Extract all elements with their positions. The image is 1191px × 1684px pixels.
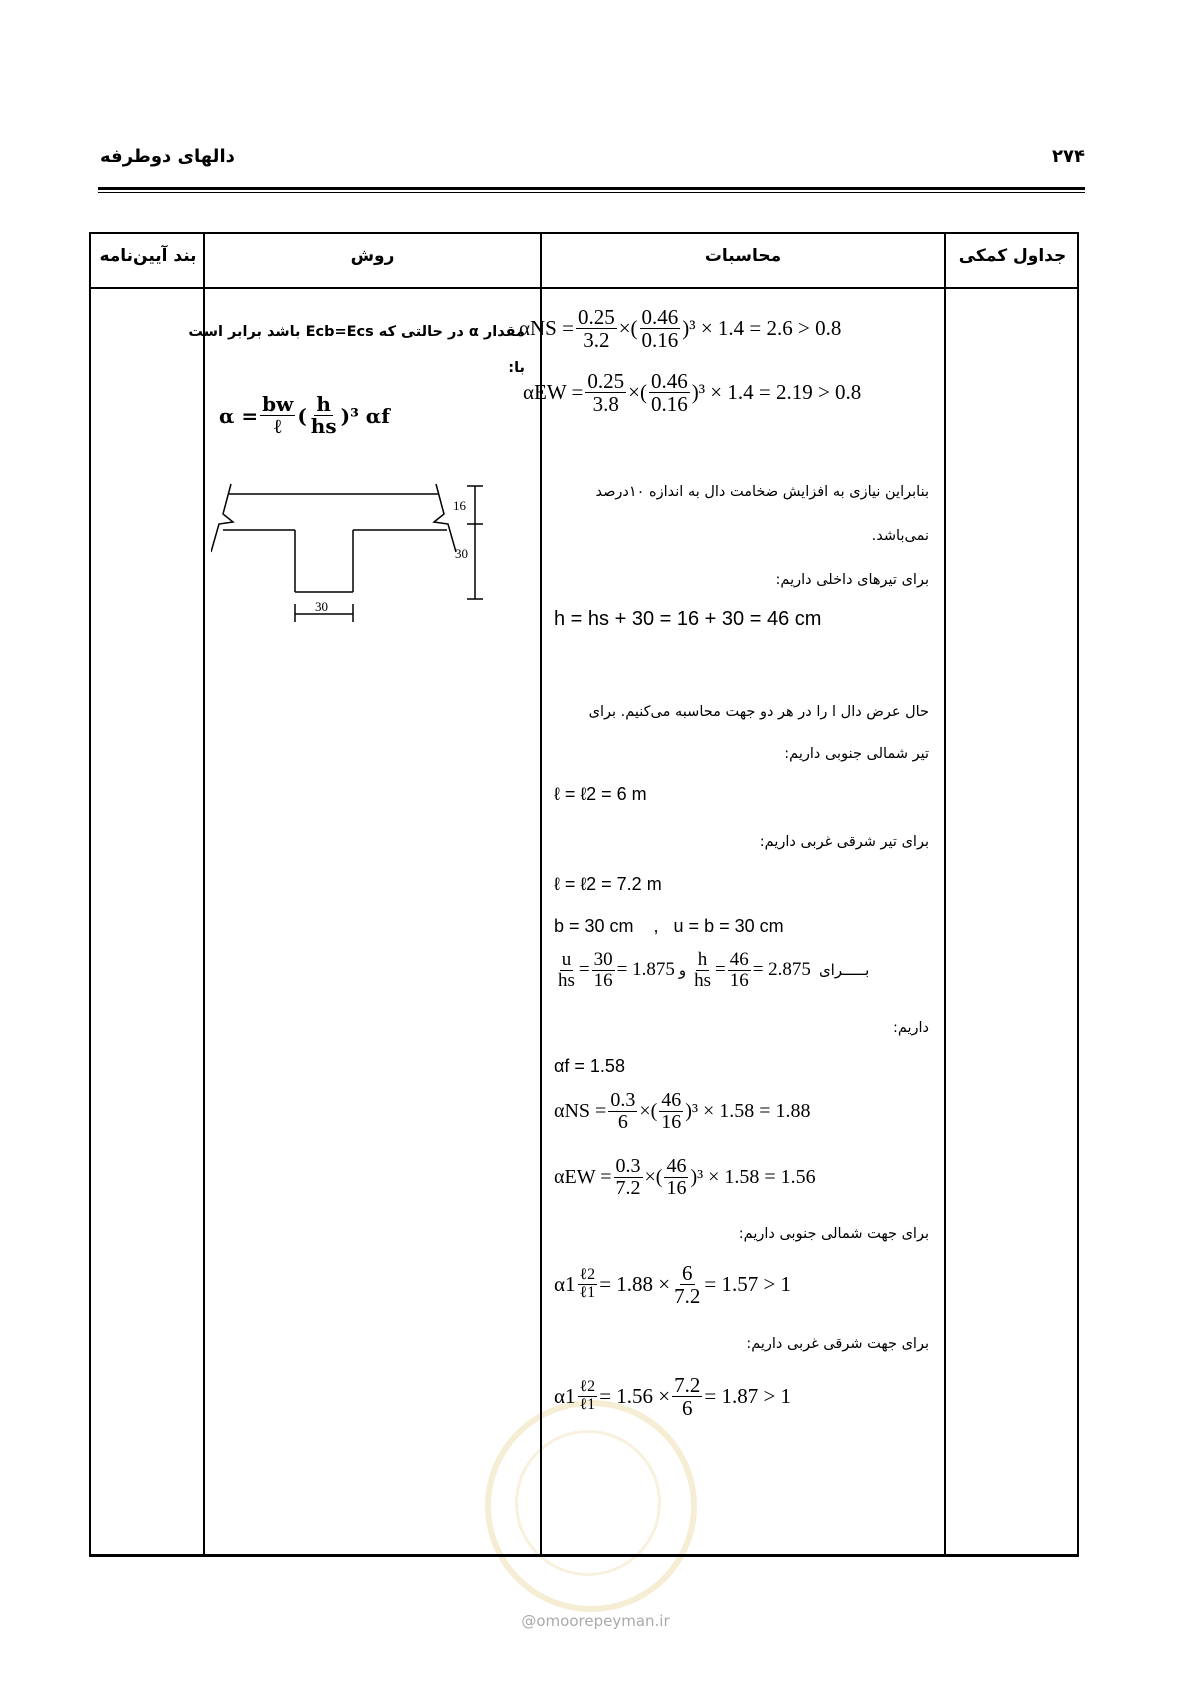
calc-text: نمی‌باشد. — [871, 528, 929, 544]
calc-text: داریم: — [892, 1020, 929, 1036]
equation-alpha-ns-2: αNS = $\frac{0.3}{6}$ ×( $\frac{46}{16}$ ) ³ × 1.58 = 1.88 — [554, 1089, 811, 1133]
dim-web-width: 30 — [315, 599, 328, 614]
col-header-code: بند آیین‌نامه — [99, 246, 197, 266]
content-table — [89, 232, 1079, 1557]
header-rule-thin — [98, 192, 1085, 193]
equation-alpha-f: αf = 1.58 — [554, 1056, 625, 1076]
calc-text: بنابراین نیازی به افزایش ضخامت دال به اندازه ۱۰درصد — [595, 484, 929, 500]
equation-alpha-ns: αNS = $\frac{0.25}{3.2}$ ×( $\frac{0.46}{0.16}$ ) ³ × 1.4 = 2.6 > 0.8 — [519, 305, 842, 353]
column-divider — [203, 234, 205, 1554]
equation-b-u: b = 30 cm , u = b = 30 cm — [554, 916, 784, 936]
method-text: با: — [508, 360, 525, 376]
t-beam-figure — [211, 474, 521, 654]
table-header-divider — [91, 287, 1077, 289]
equation-alpha-ew: αEW = $\frac{0.25}{3.8}$ ×( $\frac{0.46}{0.16}$ ) ³ × 1.4 = 2.19 > 0.8 — [523, 369, 862, 417]
calc-text: برای جهت شمالی جنوبی داریم: — [738, 1226, 929, 1242]
dim-flange: 16 — [453, 498, 466, 513]
page-number: ۲۷۴ — [1052, 146, 1085, 167]
col-header-calc: محاسبات — [704, 246, 782, 266]
col-header-method: روش — [350, 246, 395, 266]
alpha-formula: α = $\frac{bw}{\text{ℓ}}$ ( $\frac{h}{hs}$ ) ³ αf — [219, 392, 390, 438]
col-header-aux: جداول کمکی — [958, 246, 1067, 266]
equation-ew-ratio: α1 $\frac{\text{ℓ2}}{\text{ℓ1}}$ = 1.56 × $\frac{7.2}{6}$ = 1.87 > 1 — [554, 1373, 792, 1421]
equation-l-ew: ℓ = ℓ2 = 7.2 m — [554, 874, 662, 894]
calc-text: برای جهت شرقی غربی داریم: — [746, 1336, 929, 1352]
equation-l-ns: ℓ = ℓ2 = 6 m — [554, 784, 647, 804]
equation-alpha-ew-2: αEW = $\frac{0.3}{7.2}$ ×( $\frac{46}{16}$ ) ³ × 1.58 = 1.56 — [554, 1155, 816, 1199]
footer-watermark: @omoorepeyman.ir — [521, 1612, 670, 1630]
chapter-title: دالهای دوطرفه — [100, 146, 235, 167]
column-divider — [944, 234, 946, 1554]
equation-ns-ratio: α1 $\frac{\text{ℓ2}}{\text{ℓ1}}$ = 1.88 × $\frac{6}{7.2}$ = 1.57 > 1 — [554, 1261, 792, 1309]
equation-h: h = hs + 30 = 16 + 30 = 46 cm — [554, 608, 822, 630]
calc-text: برای تیر شرقی غربی داریم: — [759, 834, 929, 850]
calc-text: تیر شمالی جنوبی داریم: — [784, 746, 929, 762]
method-text: مقدار α در حالتی که Ecb=Ecs باشد برابر است — [188, 324, 525, 340]
header-rule — [98, 187, 1085, 190]
equation-ratios: $\frac{u}{hs}$ = $\frac{30}{16}$ = 1.875 و $\frac{h}{hs}$ = $\frac{46}{16}$ = 2.875 بـــــرای — [558, 949, 870, 991]
calc-text: حال عرض دال l را در هر دو جهت محاسبه می‌کنیم. برای — [588, 704, 929, 720]
calc-text: برای تیرهای داخلی داریم: — [775, 572, 929, 588]
dim-web-depth: 30 — [455, 546, 468, 561]
column-divider — [540, 234, 542, 1554]
